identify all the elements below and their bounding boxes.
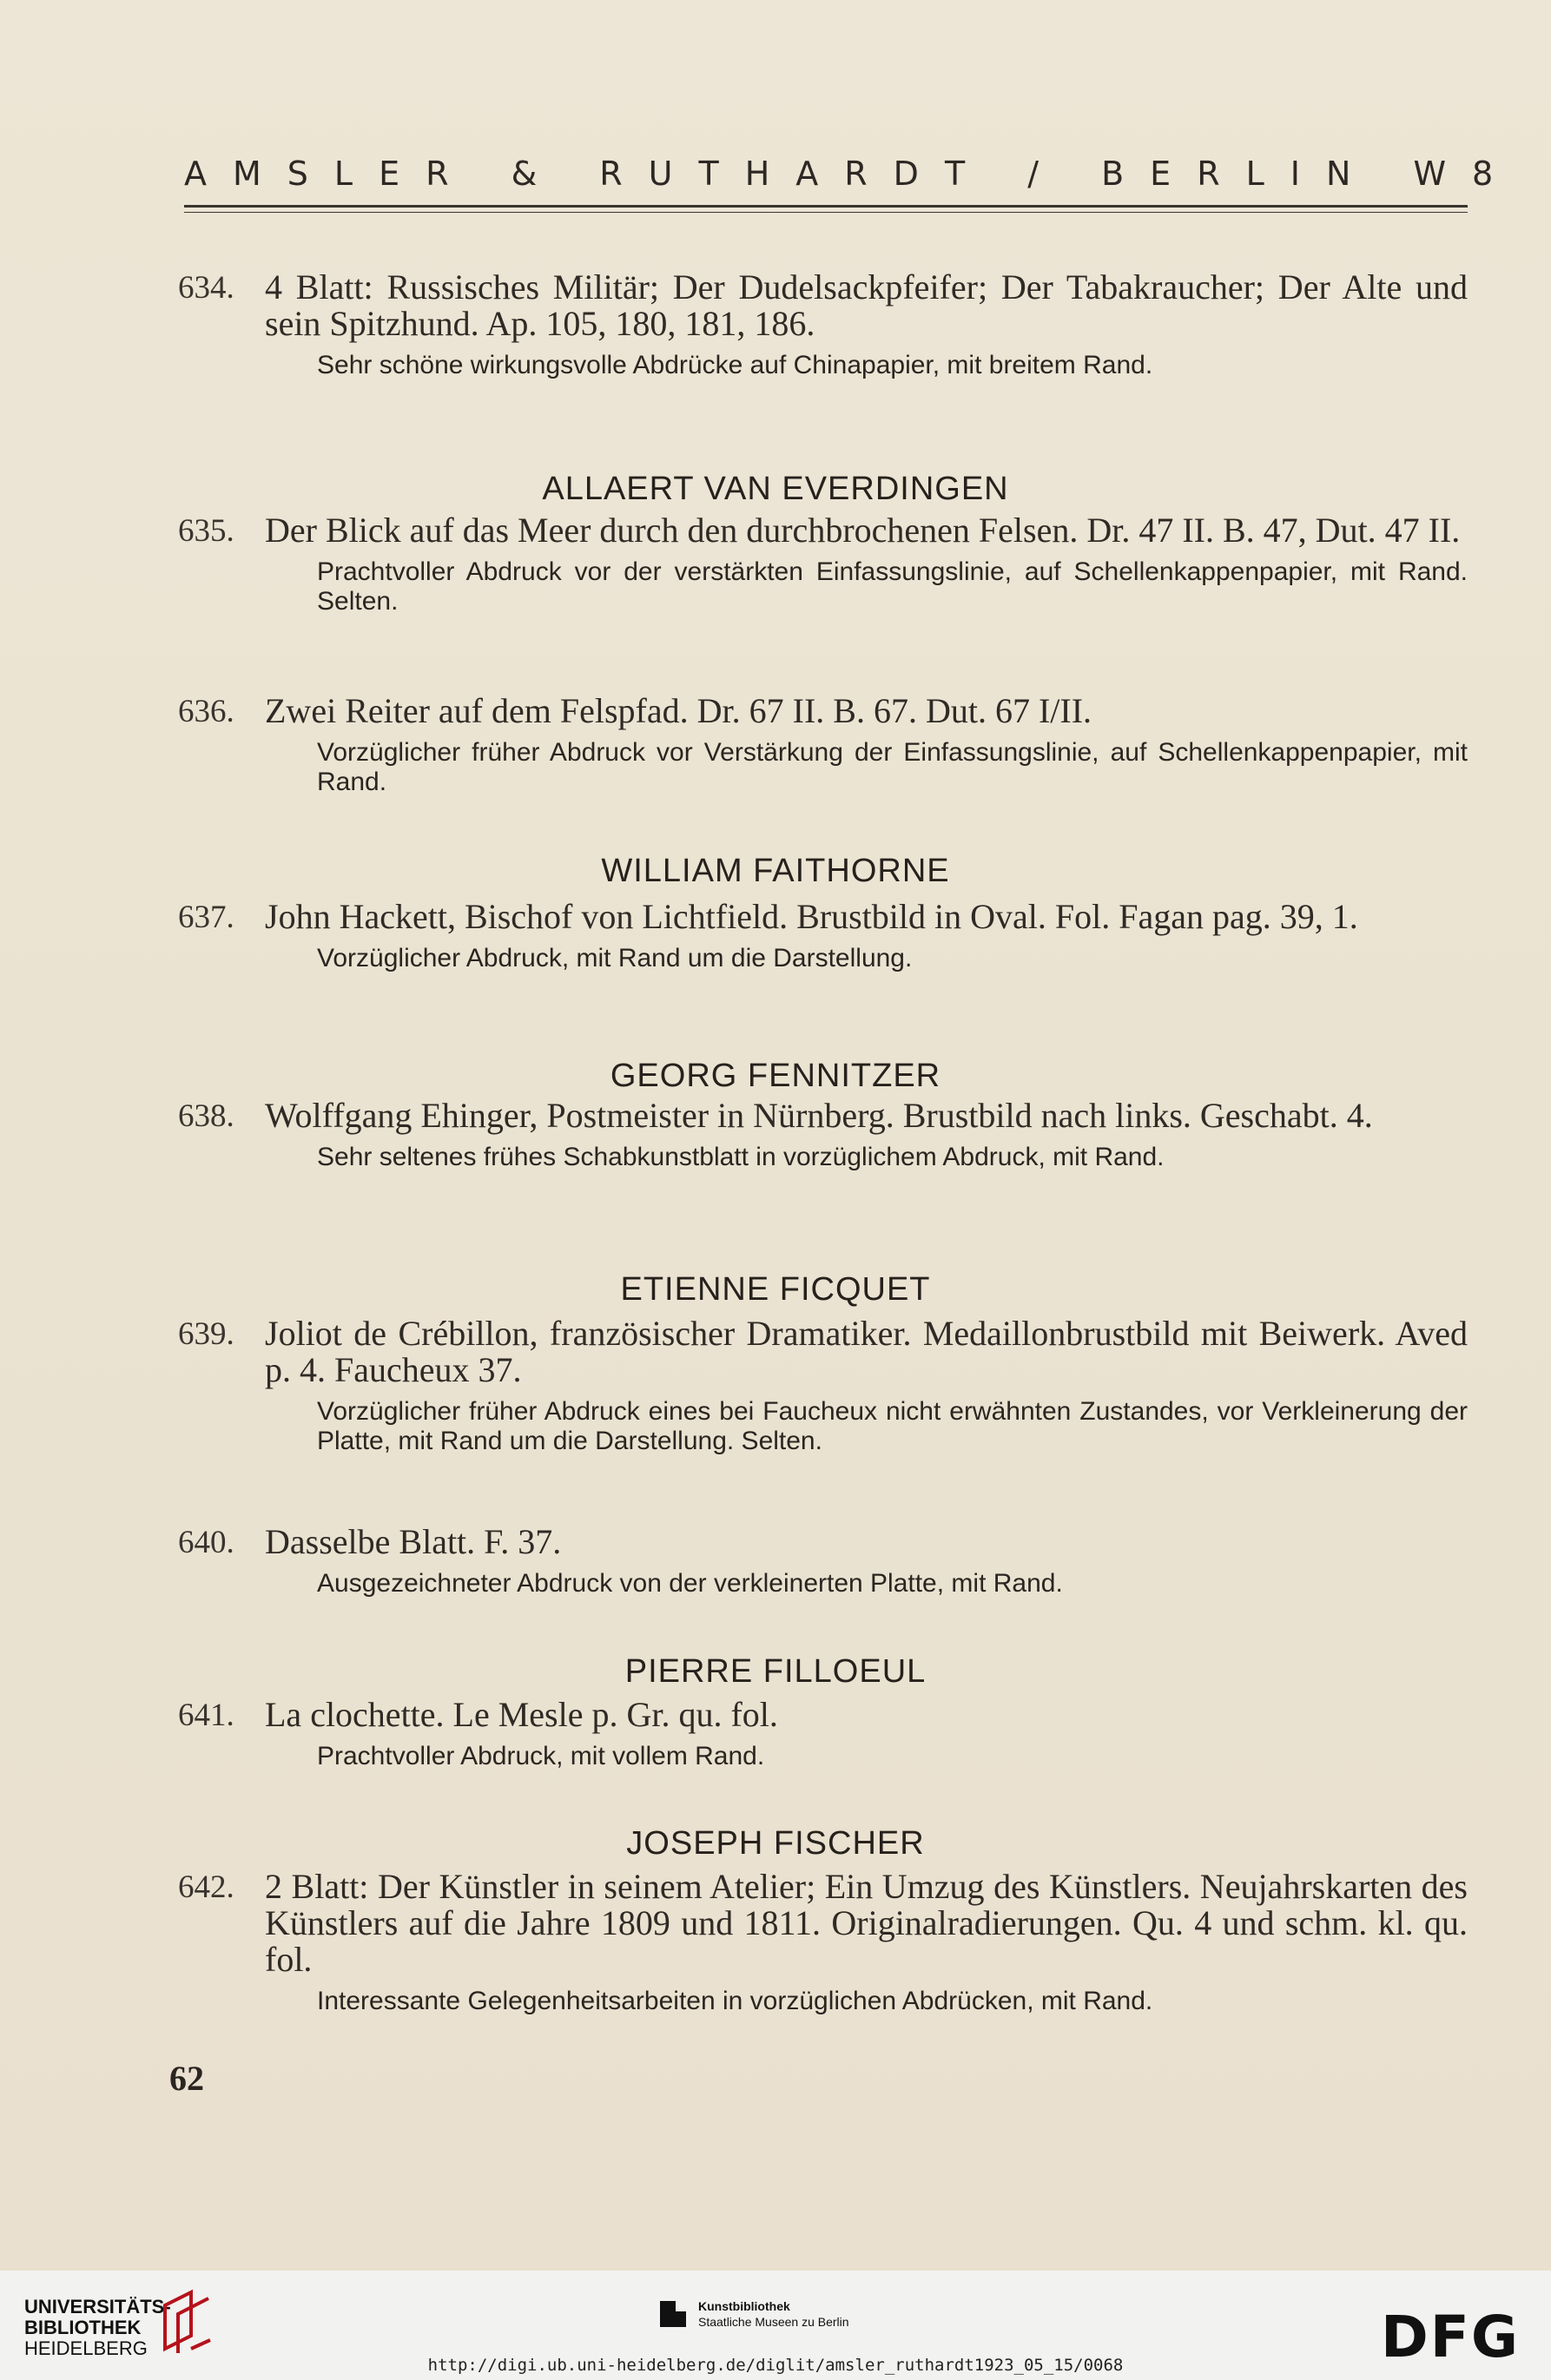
page-header: AMSLER & RUTHARDT / BERLIN W8 xyxy=(184,155,1520,193)
entry-title: 4 Blatt: Russisches Militär; Der Dudelsackpfeifer; Der Tabakraucher; Der Alte und sein Spitzhund. Ap. 105, 180, 181, 186. xyxy=(265,267,1468,343)
artist-heading: WILLIAM FAITHORNE xyxy=(601,853,950,889)
ub-line-1: UNIVERSITÄTS- xyxy=(24,2296,171,2317)
kunstbibliothek-logo[interactable] xyxy=(660,2298,849,2330)
entry-number: 635. xyxy=(178,513,234,549)
catalog-entry-636 xyxy=(178,693,1468,797)
ub-line-2: BIBLIOTHEK xyxy=(24,2317,142,2338)
entry-note: Vorzüglicher früher Abdruck vor Verstärkung der Einfassungslinie, auf Schellenkappenpapier, mit Rand. xyxy=(317,738,1468,796)
entry-note: Interessante Gelegenheitsarbeiten in vorzüglichen Abdrücken, mit Rand. xyxy=(317,1987,1153,2015)
entry-title: Der Blick auf das Meer durch den durchbrochenen Felsen. Dr. 47 II. B. 47, Dut. 47 II. xyxy=(265,511,1461,550)
entry-note: Prachtvoller Abdruck, mit vollem Rand. xyxy=(317,1742,765,1770)
entry-number: 638. xyxy=(178,1098,234,1134)
entry-number: 634. xyxy=(178,270,234,306)
entry-title: John Hackett, Bischof von Lichtfield. Brustbild in Oval. Fol. Fagan pag. 39, 1. xyxy=(265,897,1358,936)
entry-number: 640. xyxy=(178,1525,234,1560)
catalog-entry-638 xyxy=(178,1098,1468,1172)
entry-title: Dasselbe Blatt. F. 37. xyxy=(265,1522,562,1561)
digitization-footer xyxy=(0,2271,1551,2380)
entry-number: 639. xyxy=(178,1316,234,1352)
entry-title: Zwei Reiter auf dem Felspfad. Dr. 67 II. B. 67. Dut. 67 I/II. xyxy=(265,691,1092,730)
kunstbibliothek-icon xyxy=(660,2301,686,2327)
ub-line-3: HEIDELBERG xyxy=(24,2337,148,2359)
entry-title: Joliot de Crébillon, französischer Dramatiker. Medaillonbrustbild mit Beiwerk. Aved p. 4. Faucheux 37. xyxy=(265,1314,1468,1389)
catalog-entry-635 xyxy=(178,512,1468,616)
catalog-entry-634 xyxy=(178,269,1468,380)
university-library-logo[interactable] xyxy=(24,2297,171,2359)
kb-line-2: Staatliche Museen zu Berlin xyxy=(698,2315,849,2329)
catalog-entry-640 xyxy=(178,1524,1468,1599)
artist-heading: GEORG FENNITZER xyxy=(610,1058,941,1094)
entry-title: 2 Blatt: Der Künstler in seinem Atelier; Ein Umzug des Künstlers. Neujahrskarten des Künstlers auf die Jahre 1809 und 1811. Originalradierungen. Qu. 4 und schm. kl. qu. fol. xyxy=(265,1867,1468,1979)
entry-title: La clochette. Le Mesle p. Gr. qu. fol. xyxy=(265,1695,778,1734)
artist-heading: ALLAERT VAN EVERDINGEN xyxy=(542,471,1009,507)
entry-number: 636. xyxy=(178,694,234,729)
permalink-url[interactable]: http://digi.ub.uni-heidelberg.de/diglit/amsler_ruthardt1923_05_15/0068 xyxy=(427,2356,1124,2375)
header-rule xyxy=(184,205,1468,213)
catalog-entry-641 xyxy=(178,1697,1468,1771)
entry-number: 637. xyxy=(178,900,234,935)
artist-heading: PIERRE FILLOEUL xyxy=(624,1653,927,1690)
kb-line-1: Kunstbibliothek xyxy=(698,2299,790,2313)
artist-heading: ETIENNE FICQUET xyxy=(620,1271,931,1308)
entry-note: Sehr seltenes frühes Schabkunstblatt in vorzüglichem Abdruck, mit Rand. xyxy=(317,1143,1165,1171)
page-number: 62 xyxy=(169,2059,204,2098)
entry-note: Sehr schöne wirkungsvolle Abdrücke auf Chinapapier, mit breitem Rand. xyxy=(317,351,1153,379)
ub-emblem-icon xyxy=(156,2288,217,2357)
entry-number: 642. xyxy=(178,1869,234,1905)
artist-heading: JOSEPH FISCHER xyxy=(626,1825,925,1862)
entry-number: 641. xyxy=(178,1698,234,1733)
entry-note: Prachtvoller Abdruck vor der verstärkten Einfassungslinie, auf Schellenkappenpapier, mit Rand. Selten. xyxy=(317,557,1468,616)
catalog-entry-637 xyxy=(178,899,1468,973)
entry-note: Vorzüglicher früher Abdruck eines bei Faucheux nicht erwähnten Zustandes, vor Verkleinerung der Platte, mit Rand um die Darstellung. Selten. xyxy=(317,1397,1468,1455)
dfg-logo[interactable]: DFG xyxy=(1381,2304,1521,2370)
catalog-entry-639 xyxy=(178,1315,1468,1456)
entry-note: Vorzüglicher Abdruck, mit Rand um die Darstellung. xyxy=(317,944,913,972)
entry-title: Wolffgang Ehinger, Postmeister in Nürnberg. Brustbild nach links. Geschabt. 4. xyxy=(265,1096,1373,1135)
catalog-entry-642 xyxy=(178,1869,1468,2016)
entry-note: Ausgezeichneter Abdruck von der verkleinerten Platte, mit Rand. xyxy=(317,1569,1063,1598)
